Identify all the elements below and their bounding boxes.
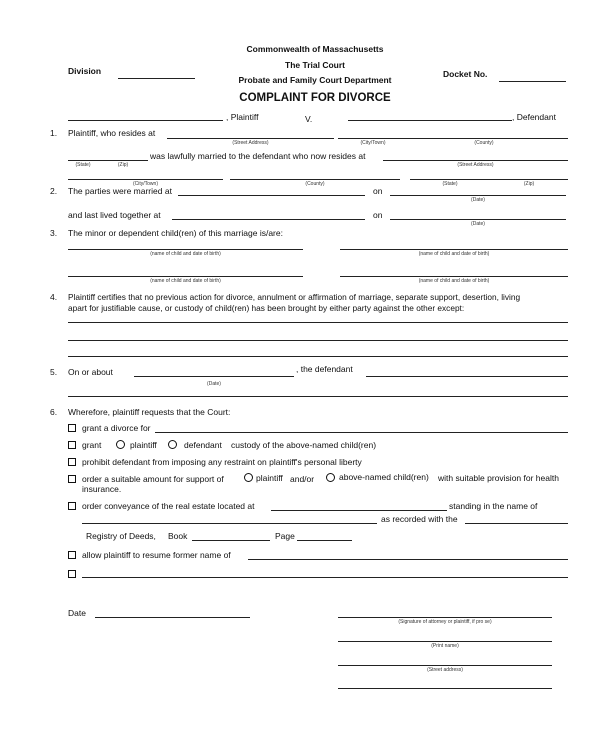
health-provision-label: with suitable provision for health (438, 473, 559, 483)
registry-label: Registry of Deeds, (86, 531, 156, 541)
last-lived-place-field[interactable] (172, 219, 365, 220)
exception-field-3[interactable] (68, 356, 568, 357)
caption-date-1: (Date) (471, 197, 485, 203)
caption-child-3: (name of child and date of birth) (150, 278, 221, 284)
order-conveyance-label: order conveyance of the real estate located at (82, 501, 255, 511)
other-request-field[interactable] (82, 577, 568, 578)
custody-defendant-label: defendant (184, 440, 222, 450)
item1-married-text: was lawfully married to the defendant who now resides at (150, 151, 366, 161)
caption-city: (City/Town) (360, 140, 386, 146)
plaintiff-city-field[interactable] (338, 138, 568, 139)
item5-number: 5. (50, 367, 58, 377)
caption-child-2: (name of child and date of birth) (418, 251, 490, 257)
item2-number: 2. (50, 186, 58, 196)
signature-date-field[interactable] (95, 617, 250, 618)
item6-number: 6. (50, 407, 58, 417)
defendant-action-field-1[interactable] (366, 376, 568, 377)
custody-text: custody of the above-named child(ren) (231, 440, 377, 450)
prohibit-restraint-label: prohibit defendant from imposing any restraint on plaintiff's personal liberty (82, 457, 362, 467)
married-date-field[interactable] (390, 195, 566, 196)
defendant-state-zip-field[interactable] (410, 179, 568, 180)
page-field[interactable] (297, 540, 352, 541)
defendant-street-field[interactable] (383, 160, 568, 161)
standing-label: standing in the name of (449, 501, 538, 511)
custody-plaintiff-label: plaintiff (130, 440, 157, 450)
former-name-field[interactable] (248, 559, 568, 560)
prohibit-restraint-checkbox[interactable] (68, 458, 76, 466)
caption-street-address: (Street address) (427, 667, 463, 673)
print-name-field[interactable] (338, 641, 552, 642)
caption-child-1: (name of child and date of birth) (150, 251, 221, 257)
support-children-radio[interactable] (326, 473, 335, 482)
order-support-label: order a suitable amount for support of (82, 474, 224, 484)
custody-defendant-radio[interactable] (168, 440, 177, 449)
last-lived-date-field[interactable] (390, 219, 566, 220)
support-plaintiff-radio[interactable] (244, 473, 253, 482)
divorce-grounds-field[interactable] (155, 432, 568, 433)
caption-state-2: (State) (442, 181, 458, 187)
recorded-with-field[interactable] (465, 523, 568, 524)
court-heading: The Trial Court (285, 60, 345, 70)
item2-last-lived: and last lived together at (68, 210, 161, 220)
exception-field-1[interactable] (68, 322, 568, 323)
resume-name-checkbox[interactable] (68, 551, 76, 559)
item3-text: The minor or dependent child(ren) of this marriage is/are: (68, 228, 283, 238)
child-field-3[interactable] (68, 276, 303, 277)
item4-number: 4. (50, 292, 58, 302)
plaintiff-state-zip-field[interactable] (68, 160, 148, 161)
child-field-2[interactable] (340, 249, 568, 250)
item4-line-2: apart for justifiable cause, or custody of child(ren) has been brought by either party against the other except: (68, 303, 465, 313)
page-title: COMPLAINT FOR DIVORCE (239, 92, 391, 104)
support-plaintiff-label: plaintiff (256, 473, 283, 483)
married-place-field[interactable] (178, 195, 365, 196)
other-request-checkbox[interactable] (68, 570, 76, 578)
caption-date-2: (Date) (471, 221, 485, 227)
grant-divorce-label: grant a divorce for (82, 423, 151, 433)
on-or-about-date-field[interactable] (134, 376, 294, 377)
plaintiff-street-field[interactable] (167, 138, 334, 139)
item5-text: On or about (68, 367, 113, 377)
custody-plaintiff-radio[interactable] (116, 440, 125, 449)
item2-text: The parties were married at (68, 186, 172, 196)
department-heading: Probate and Family Court Department (238, 75, 392, 85)
date-label: Date (68, 608, 86, 618)
exception-field-2[interactable] (68, 340, 568, 341)
docket-label: Docket No. (443, 69, 488, 79)
caption-street-2: (Street Address) (457, 162, 494, 168)
signature-street-field[interactable] (338, 665, 552, 666)
caption-print-name: (Print name) (431, 643, 459, 649)
real-estate-location-field[interactable] (271, 510, 447, 511)
caption-zip: (Zip) (117, 162, 129, 168)
caption-street: (Street Address) (232, 140, 269, 146)
item2-on-1: on (373, 186, 383, 196)
and-or-label: and/or (290, 474, 315, 484)
as-recorded-label: as recorded with the (381, 514, 458, 524)
caption-date-5: (Date) (207, 381, 221, 387)
owner-name-field[interactable] (82, 523, 377, 524)
commonwealth-heading: Commonwealth of Massachusetts (246, 44, 384, 54)
item4-line-1: Plaintiff certifies that no previous action for divorce, annulment or affirmation of marriage, separate support, desertion, living (68, 292, 521, 302)
versus-label: V. (305, 114, 313, 124)
order-support-checkbox[interactable] (68, 475, 76, 483)
insurance-label: insurance. (82, 484, 122, 494)
grant-divorce-checkbox[interactable] (68, 424, 76, 432)
docket-field[interactable] (499, 81, 566, 82)
division-label: Division (68, 66, 102, 76)
item6-text: Wherefore, plaintiff requests that the Court: (68, 407, 231, 417)
defendant-label: , Defendant (512, 112, 556, 122)
resume-name-label: allow plaintiff to resume former name of (82, 550, 231, 560)
caption-state: (State) (75, 162, 91, 168)
grant-custody-checkbox[interactable] (68, 441, 76, 449)
support-children-label: above-named child(ren) (339, 472, 429, 482)
defendant-city-field[interactable] (68, 179, 223, 180)
plaintiff-name-field[interactable] (68, 120, 223, 121)
book-label: Book (168, 531, 188, 541)
caption-child-4: (name of child and date of birth) (418, 278, 490, 284)
order-conveyance-checkbox[interactable] (68, 502, 76, 510)
defendant-county-field[interactable] (230, 179, 400, 180)
child-field-1[interactable] (68, 249, 303, 250)
caption-signature: (Signature of attorney or plaintiff, if pro se) (398, 619, 492, 625)
defendant-name-field[interactable] (348, 120, 512, 121)
grant-label: grant (82, 440, 102, 450)
item1-text: Plaintiff, who resides at (68, 128, 156, 138)
child-field-4[interactable] (340, 276, 568, 277)
signature-field[interactable] (338, 617, 552, 618)
defendant-action-field-2[interactable] (68, 396, 568, 397)
division-field[interactable] (118, 78, 195, 79)
caption-city-2: (City/Town) (132, 181, 158, 187)
caption-county-2: (County) (305, 181, 325, 187)
page-label: Page (275, 531, 295, 541)
caption-zip-2: (Zip) (523, 181, 535, 187)
signature-city-field[interactable] (338, 688, 552, 689)
item5-defendant: , the defendant (296, 364, 353, 374)
caption-county: (County) (474, 140, 494, 146)
item2-on-2: on (373, 210, 383, 220)
plaintiff-label: , Plaintiff (226, 112, 259, 122)
item3-number: 3. (50, 228, 58, 238)
book-field[interactable] (192, 540, 270, 541)
item1-number: 1. (50, 128, 58, 138)
